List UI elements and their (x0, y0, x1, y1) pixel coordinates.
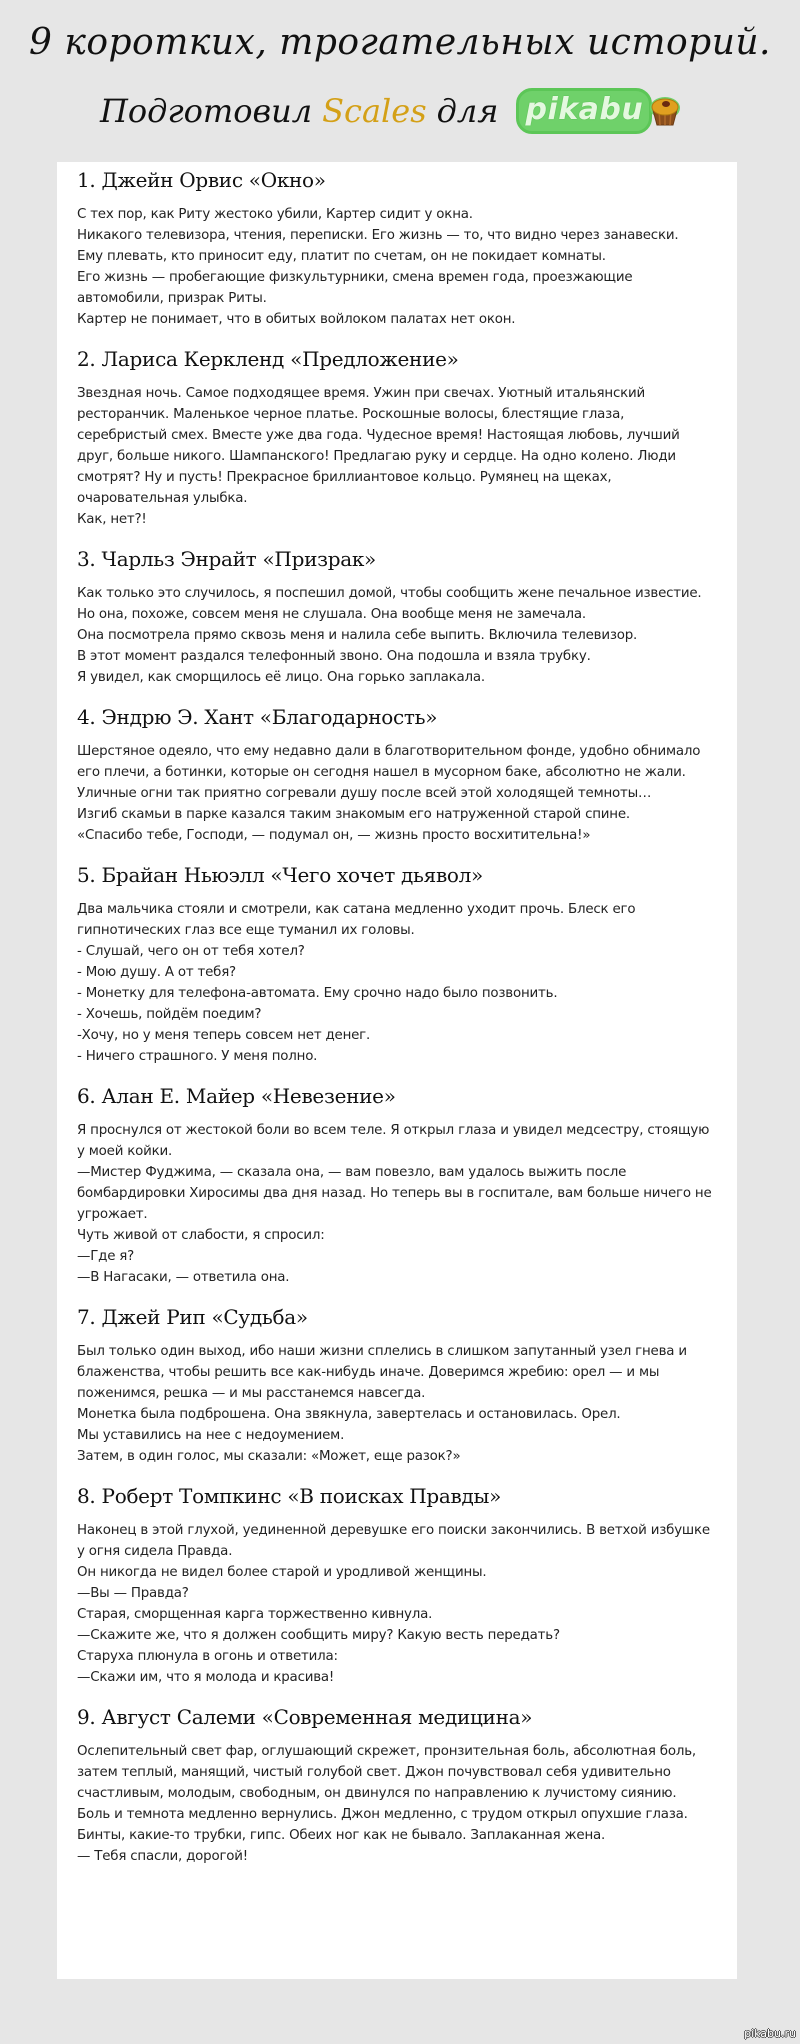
story-line: Я проснулся от жестокой боли во всем теле. Я открыл глаза и увидел медсестру, стоящую у моей койки. (77, 1123, 710, 1159)
stories-panel (57, 162, 737, 1979)
story-heading: 5. Брайан Ньюэлл «Чего хочет дьявол» (77, 863, 483, 887)
story-line: Чуть живой от слабости, я спросил: (77, 1228, 325, 1243)
story-heading: 8. Роберт Томпкинс «В поисках Правды» (77, 1484, 502, 1508)
story-line: С тех пор, как Риту жестоко убили, Картер сидит у окна. (77, 207, 473, 222)
story-heading: 3. Чарльз Энрайт «Призрак» (77, 547, 376, 571)
story-body (77, 1741, 717, 1867)
story-heading: 9. Август Салеми «Современная медицина» (77, 1705, 533, 1729)
story-line: - Ничего страшного. У меня полно. (77, 1049, 318, 1064)
story-line: Картер не понимает, что в обитых войлоком палатах нет окон. (77, 312, 516, 327)
story (77, 162, 717, 330)
story-line: Боль и темнота медленно вернулись. Джон медленно, с трудом открыл опухшие глаза. Бинты, какие-то трубки, гипс. Обеих ног как не бывало. Заплаканная жена. (77, 1807, 688, 1843)
story-line: - Хочешь, пойдём поедим? (77, 1007, 262, 1022)
story-heading: 1. Джейн Орвис «Окно» (77, 168, 326, 192)
story-line: —Скажи им, что я молода и красива! (77, 1670, 335, 1685)
story-line: - Монетку для телефона-автомата. Ему срочно надо было позвонить. (77, 986, 558, 1001)
watermark: pikabu.ru (744, 2027, 796, 2040)
story (77, 345, 717, 530)
logo-text: pikabu (516, 88, 652, 134)
story-body (77, 741, 717, 846)
story-line: Ему плевать, кто приносит еду, платит по счетам, он не покидает комнаты. (77, 249, 606, 264)
story-line: —Скажите же, что я должен сообщить миру? Какую весть передать? (77, 1628, 560, 1643)
story-line: Как только это случилось, я поспешил домой, чтобы сообщить жене печальное известие. Но она, похоже, совсем меня не слушала. Она вообще меня не замечала. (77, 586, 702, 622)
story-line: —Вы — Правда? (77, 1586, 189, 1601)
story-line: Изгиб скамьи в парке казался таким знакомым его натруженной старой спине. (77, 807, 630, 822)
story-line: «Спасибо тебе, Господи, — подумал он, — жизнь просто восхитительна!» (77, 828, 591, 843)
story (77, 861, 717, 1067)
subtitle (100, 86, 682, 136)
story-heading: 7. Джей Рип «Судьба» (77, 1305, 308, 1329)
author-name: Scales (322, 92, 427, 130)
story-line: Уличные огни так приятно согревали душу после всей этой холодящей темноты… (77, 786, 652, 801)
story-line: Монетка была подброшена. Она звякнула, завертелась и остановилась. Орел. (77, 1407, 621, 1422)
stories-list (77, 162, 717, 1867)
story-body (77, 204, 717, 330)
story-heading: 2. Лариса Керкленд «Предложение» (77, 347, 459, 371)
story-line: —В Нагасаки, — ответила она. (77, 1270, 290, 1285)
story (77, 1703, 717, 1867)
story-line: Звездная ночь. Самое подходящее время. Ужин при свечах. Уютный итальянский ресторанчик. Маленькое черное платье. Роскошные волосы, блестящие глаза, серебристый смех. Вместе уже два года. Чудесное время! Настоящая любовь, лучший друг, больше никого. Шампанского! Предлагаю руку и сердце. На одно колено. Люди смотрят? Ну и пусть! Прекрасное бриллиантовое кольцо. Румянец на щеках, очаровательная улыбка. (77, 386, 680, 506)
story-heading: 4. Эндрю Э. Хант «Благодарность» (77, 705, 438, 729)
story-line: Его жизнь — пробегающие физкультурники, смена времен года, проезжающие автомобили, призрак Риты. (77, 270, 633, 306)
story-body (77, 899, 717, 1067)
story-line: Как, нет?! (77, 512, 147, 527)
story-body (77, 383, 717, 530)
story-line: Мы уставились на нее с недоумением. (77, 1428, 345, 1443)
story (77, 1303, 717, 1467)
story-body (77, 1341, 717, 1467)
story-line: Он никогда не видел более старой и уродливой женщины. (77, 1565, 487, 1580)
story-line: -Хочу, но у меня теперь совсем нет денег. (77, 1028, 371, 1043)
story-line: —Где я? (77, 1249, 135, 1264)
story (77, 545, 717, 688)
story-line: Я увидел, как сморщилось её лицо. Она горько заплакала. (77, 670, 485, 685)
story-line: Она посмотрела прямо сквозь меня и налила себе выпить. Включила телевизор. (77, 628, 638, 643)
story-line: В этот момент раздался телефонный звоно. Она подошла и взяла трубку. (77, 649, 591, 664)
story-line: — Тебя спасли, дорогой! (77, 1849, 248, 1864)
main-title: 9 коротких, трогательных историй. (28, 22, 772, 63)
for-label: для (436, 92, 499, 130)
story (77, 1082, 717, 1288)
story-heading: 6. Алан Е. Майер «Невезение» (77, 1084, 396, 1108)
story-line: Старуха плюнула в огонь и ответила: (77, 1649, 338, 1664)
story-line: Никакого телевизора, чтения, переписки. Его жизнь — то, что видно через занавески. (77, 228, 679, 243)
story-line: —Мистер Фуджима, — сказала она, — вам повезло, вам удалось выжить после бомбардировки Хиросимы два дня назад. Но теперь вы в госпитале, вам больше ничего не угрожает. (77, 1165, 712, 1222)
story (77, 703, 717, 846)
story-body (77, 1120, 717, 1288)
prepared-by-label: Подготовил (100, 92, 313, 130)
story-line: Был только один выход, ибо наши жизни сплелись в слишком запутанный узел гнева и блаженства, чтобы решить все как-нибудь иначе. Доверимся жребию: орел — и мы поженимся, решка — и мы расстанемся навсегда. (77, 1344, 687, 1401)
cupcake-icon (648, 94, 682, 128)
story-line: Затем, в один голос, мы сказали: «Может, еще разок?» (77, 1449, 461, 1464)
pikabu-logo (516, 89, 682, 133)
story-line: Наконец в этой глухой, уединенной деревушке его поиски закончились. В ветхой избушке у огня сидела Правда. (77, 1523, 710, 1559)
story-line: - Слушай, чего он от тебя хотел? (77, 944, 305, 959)
story-line: Шерстяное одеяло, что ему недавно дали в благотворительном фонде, удобно обнимало его плечи, а ботинки, которые он сегодня нашел в мусорном баке, абсолютно не жали. (77, 744, 701, 780)
story (77, 1482, 717, 1688)
story-line: Старая, сморщенная карга торжественно кивнула. (77, 1607, 433, 1622)
story-body (77, 583, 717, 688)
story-line: Два мальчика стояли и смотрели, как сатана медленно уходит прочь. Блеск его гипнотических глаз все еще туманил их головы. (77, 902, 636, 938)
story-body (77, 1520, 717, 1688)
story-line: Ослепительный свет фар, оглушающий скрежет, пронзительная боль, абсолютная боль, затем теплый, манящий, чистый голубой свет. Джон почувствовал себя удивительно счастливым, молодым, свободным, он двинулся по направлению к лучистому сиянию. (77, 1744, 696, 1801)
story-line: - Мою душу. А от тебя? (77, 965, 236, 980)
